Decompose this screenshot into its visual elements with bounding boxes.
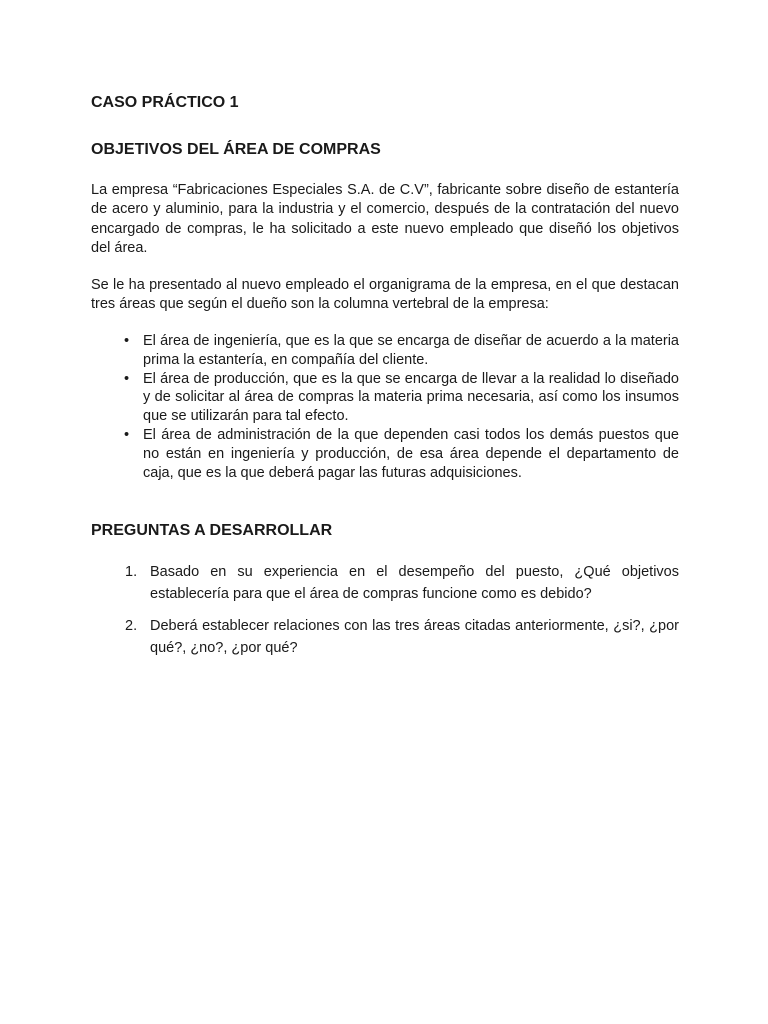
area-produccion-text: El área de producción, que es la que se encarga de llevar a la realidad lo diseñado y de solicitar al área de compras la materia prima necesaria, así como los insumos que se utilizarán para tal efecto.	[143, 370, 679, 425]
questions-title: PREGUNTAS A DESARROLLAR	[91, 522, 333, 539]
bullet-icon: •	[124, 370, 130, 387]
question-text: Deberá establecer relaciones con las tres áreas citadas anteriormente, ¿si?, ¿por qué?, ¿no?, ¿por qué?	[150, 618, 679, 656]
area-ingenieria-text: El área de ingeniería, que es la que se encarga de diseñar de acuerdo a la materia prima la estantería, en compañía del cliente.	[143, 333, 679, 368]
bullet-icon: •	[124, 333, 130, 349]
intro-paragraph: La empresa “Fabricaciones Especiales S.A. de C.V”, fabricante sobre diseño de estantería de acero y aluminio, para la industria y el comercio, después de la contratación del nuevo encargado de compras, le ha solicitado a este nuevo empleado que diseñó los objetivos del área.	[91, 182, 679, 256]
question-item	[125, 615, 679, 659]
list-item	[124, 332, 679, 370]
question-number: 1.	[125, 564, 138, 580]
question-item	[125, 561, 679, 605]
organigram-paragraph: Se le ha presentado al nuevo empleado el organigrama de la empresa, en el que destacan tres áreas que según el dueño son la columna vertebral de la empresa:	[91, 277, 679, 313]
list-item	[124, 370, 679, 426]
bullet-icon: •	[124, 426, 130, 443]
list-item	[124, 426, 679, 482]
case-title: CASO PRÁCTICO 1	[91, 94, 239, 111]
question-text: Basado en su experiencia en el desempeño del puesto, ¿Qué objetivos establecería para que el área de compras funcione como es debido?	[150, 564, 679, 602]
questions-list	[125, 561, 679, 659]
question-number: 2.	[125, 618, 138, 634]
area-administracion-text: El área de administración de la que dependen casi todos los demás puestos que no están en ingeniería y producción, de esa área depende el departamento de caja, que es la que deberá pagar las futuras adquisiciones.	[143, 426, 679, 481]
areas-list	[124, 332, 679, 482]
section-title: OBJETIVOS DEL ÁREA DE COMPRAS	[91, 141, 381, 158]
